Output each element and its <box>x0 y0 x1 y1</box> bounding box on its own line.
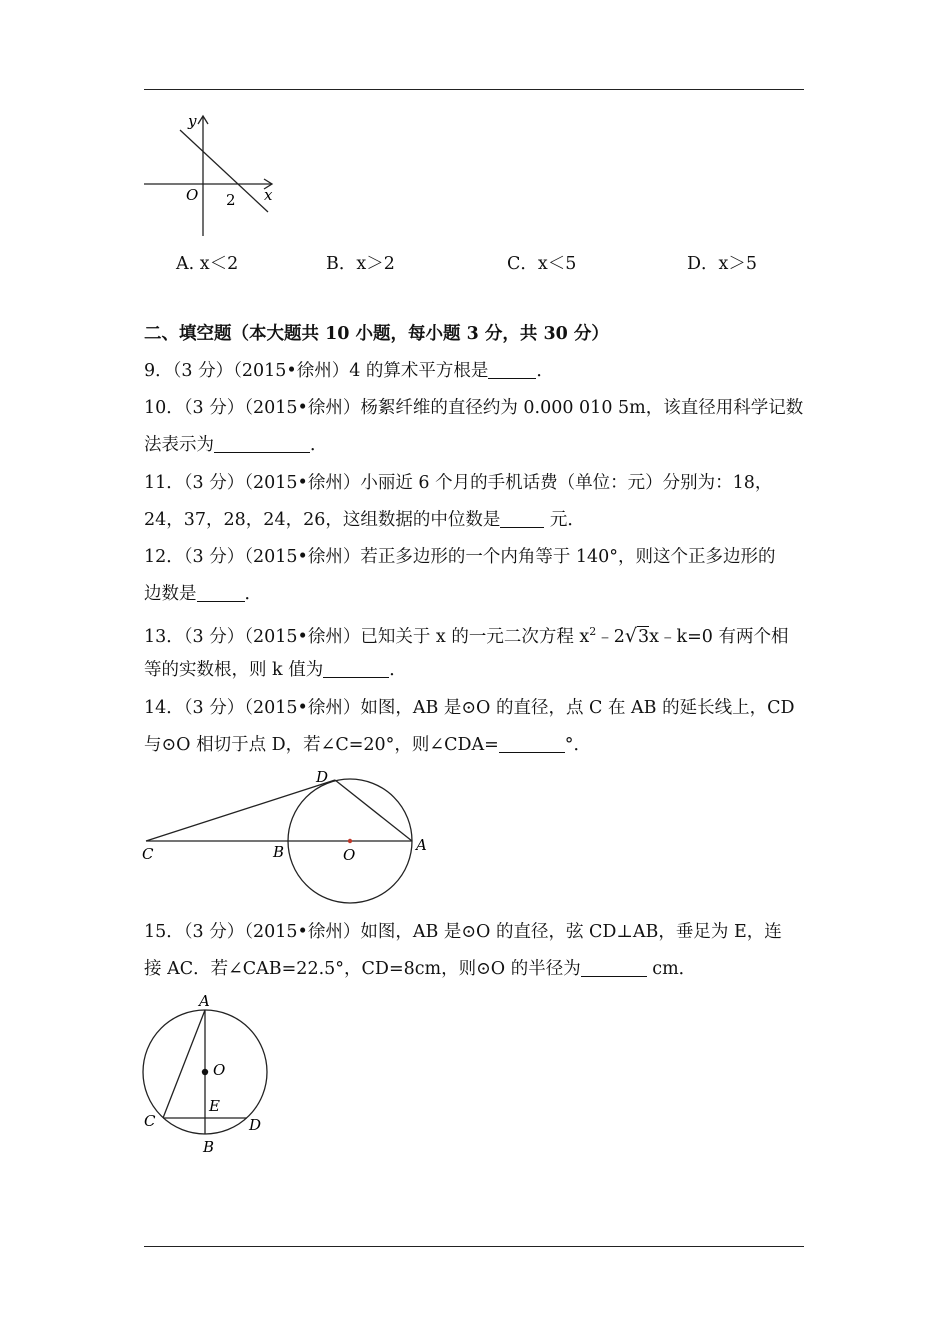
label-o: O <box>213 1061 226 1079</box>
q10-end: ． <box>310 435 328 455</box>
figure-14-tangent <box>138 766 438 906</box>
label-a: A <box>416 836 427 854</box>
label-a: A <box>199 992 210 1010</box>
sqrt-symbol: √3 <box>624 624 650 647</box>
section-heading: 二、填空题（本大题共 10 小题，每小题 3 分，共 30 分） <box>144 324 609 344</box>
q9-text: 9．（3 分）（2015•徐州）4 的算术平方根是 <box>144 361 489 381</box>
option-a: A. x＜2 <box>176 254 239 274</box>
q13-end: ． <box>389 660 407 680</box>
question-9 <box>144 360 554 382</box>
q15-blank <box>581 958 647 977</box>
q12-end: ． <box>244 584 262 604</box>
origin-label: O <box>186 186 199 204</box>
label-e: E <box>209 1097 220 1115</box>
top-rule <box>144 89 804 90</box>
q13-blank <box>323 659 389 678</box>
q11-text: 24，37，28，24，26，这组数据的中位数是 <box>144 510 501 530</box>
q14-blank <box>499 734 565 753</box>
q13-text: 等的实数根，则 k 值为 <box>144 660 324 680</box>
question-15-line1: 15．（3 分）（2015•徐州）如图，AB 是⊙O 的直径，弦 CD⊥AB，垂足为 E，连 <box>144 922 782 942</box>
q13-text-b: ﹣2 <box>596 626 625 647</box>
q14-end: °． <box>564 735 592 755</box>
label-c: C <box>142 845 154 863</box>
label-d: D <box>249 1116 262 1134</box>
question-11-line2 <box>144 509 585 531</box>
q15-end: cm． <box>646 959 697 979</box>
q12-text: 边数是 <box>144 584 197 604</box>
question-11-line1: 11．（3 分）（2015•徐州）小丽近 6 个月的手机话费（单位：元）分别为：18， <box>144 473 773 493</box>
label-c: C <box>144 1112 156 1130</box>
option-d: D．x＞5 <box>687 254 758 274</box>
q13-text-a: 13．（3 分）（2015•徐州）已知关于 x 的一元二次方程 x <box>144 626 590 647</box>
question-15-line2 <box>144 958 696 980</box>
x-intercept-label: 2 <box>226 191 236 209</box>
option-c: C．x＜5 <box>507 254 577 274</box>
center-point <box>202 1069 208 1075</box>
bottom-rule <box>144 1246 804 1247</box>
q13-text-c: x﹣k=0 有两个相 <box>649 626 789 647</box>
question-14-line2 <box>144 734 591 756</box>
q10-blank <box>214 434 310 453</box>
label-d: D <box>316 768 329 786</box>
tangent-cd <box>146 780 335 841</box>
question-10-line2 <box>144 434 328 456</box>
question-10-line1: 10．（3 分）（2015•徐州）杨絮纤维的直径约为 0.000 010 5m，该直径用科学记数 <box>144 398 804 418</box>
chord-da <box>335 780 412 841</box>
linear-function-graph <box>140 108 280 240</box>
y-label: y <box>188 112 197 130</box>
question-14-line1: 14．（3 分）（2015•徐州）如图，AB 是⊙O 的直径，点 C 在 AB 的延长线上，CD <box>144 698 795 718</box>
question-13-line2 <box>144 659 407 681</box>
center-point <box>348 839 352 843</box>
q15-text: 接 AC．若∠CAB=22.5°，CD=8cm，则⊙O 的半径为 <box>144 959 581 979</box>
figure-15-chord <box>138 990 268 1158</box>
q11-blank <box>500 509 544 528</box>
q14-text: 与⊙O 相切于点 D，若∠C=20°，则∠CDA= <box>144 735 499 755</box>
label-b: B <box>203 1138 215 1156</box>
label-b: B <box>273 843 285 861</box>
segment-ac <box>163 1010 205 1118</box>
q9-blank <box>488 360 536 379</box>
label-o: O <box>343 846 356 864</box>
q12-blank <box>197 583 245 602</box>
sqrt-radicand: 3 <box>638 626 650 647</box>
q9-end: ． <box>536 361 554 381</box>
q13-exponent: 2 <box>589 625 597 638</box>
q11-end: 元． <box>544 510 585 530</box>
question-12-line1: 12．（3 分）（2015•徐州）若正多边形的一个内角等于 140°，则这个正多边形的 <box>144 547 776 567</box>
x-label: x <box>264 186 273 204</box>
question-13-line1 <box>144 621 788 648</box>
q10-text: 法表示为 <box>144 435 214 455</box>
option-b: B．x＞2 <box>326 254 395 274</box>
question-12-line2 <box>144 583 262 605</box>
